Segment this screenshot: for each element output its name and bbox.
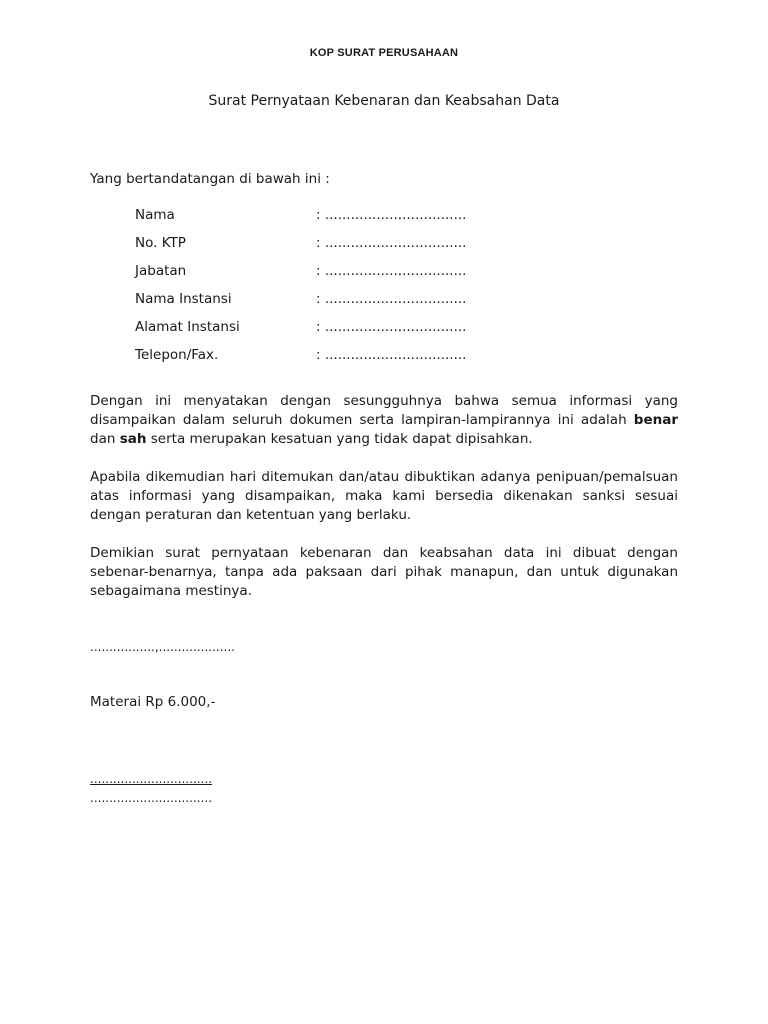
closing-paragraph: Demikian surat pernyataan kebenaran dan keabsahan data ini dibuat dengan sebenar-benarnya, tanpa ada paksaan dari pihak manapun, dan untuk digunakan sebagaimana mestinya. <box>90 545 678 599</box>
intro-line: Yang bertandatangan di bawah ini : <box>90 171 330 187</box>
field-label: Nama <box>135 207 175 223</box>
sanction-paragraph: Apabila dikemudian hari ditemukan dan/atau dibuktikan adanya penipuan/pemalsuan atas informasi yang disampaikan, maka kami bersedia dikenakan sanksi sesuai dengan peraturan dan ketentuan yang berlaku. <box>90 469 678 523</box>
letterhead: KOP SURAT PERUSAHAAN <box>309 47 459 59</box>
field-label: Nama Instansi <box>135 291 232 307</box>
field-value: : ................................. <box>316 263 467 279</box>
field-label: Telepon/Fax. <box>135 347 219 363</box>
statement-paragraph <box>90 392 678 449</box>
field-value: : ................................. <box>316 235 467 251</box>
bold-word-benar: benar <box>633 412 678 428</box>
statement-text-part: dan <box>90 431 120 447</box>
bold-word-sah: sah <box>119 431 147 447</box>
field-label: No. KTP <box>135 235 186 251</box>
field-value: : ................................. <box>316 291 467 307</box>
field-row-jabatan <box>135 262 555 290</box>
field-row-no-ktp <box>135 234 555 262</box>
field-row-alamat-instansi <box>135 318 555 346</box>
field-label: Alamat Instansi <box>135 319 240 335</box>
field-row-nama <box>135 206 555 234</box>
field-label: Jabatan <box>135 263 187 279</box>
field-row-telepon-fax <box>135 346 555 374</box>
identity-fields <box>135 206 555 374</box>
materai-label: Materai Rp 6.000,- <box>90 694 216 710</box>
field-value: : ................................. <box>316 207 467 223</box>
signature-position-line: ................................ <box>90 791 213 805</box>
place-date-line: .................,.................... <box>90 640 235 654</box>
field-value: : ................................. <box>316 347 467 363</box>
document-title: Surat Pernyataan Kebenaran dan Keabsahan Data <box>208 93 560 109</box>
field-row-nama-instansi <box>135 290 555 318</box>
statement-text-part: Dengan ini menyatakan dengan sesungguhnya bahwa semua informasi yang disampaikan dalam seluruh dokumen serta lampiran-lampirannya ini adalah <box>90 393 678 428</box>
field-value: : ................................. <box>316 319 467 335</box>
signature-name-line: ................................ <box>90 772 213 786</box>
statement-text-part: serta merupakan kesatuan yang tidak dapat dipisahkan. <box>146 431 533 447</box>
